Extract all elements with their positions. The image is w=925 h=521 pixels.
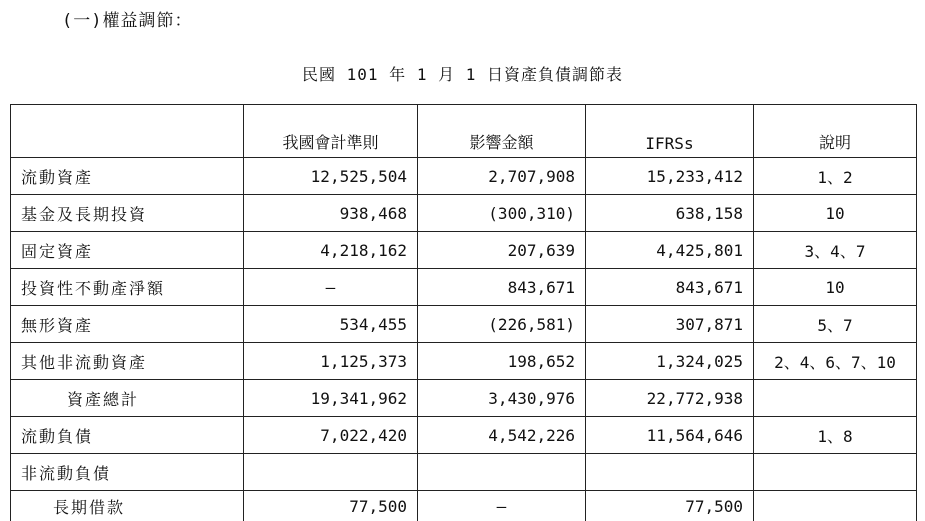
effect-value: (226,581) — [418, 306, 586, 343]
local-gaap-value: 77,500 — [244, 491, 418, 521]
ifrs-value: 1,324,025 — [586, 343, 754, 380]
row-label: 流動負債 — [11, 417, 244, 454]
header-note: 說明 — [754, 105, 917, 158]
row-label: 其他非流動資產 — [11, 343, 244, 380]
note-value: 3、4、7 — [754, 232, 917, 269]
table-header-row — [11, 105, 917, 158]
effect-value: 207,639 — [418, 232, 586, 269]
header-label — [11, 105, 244, 158]
effect-value: 3,430,976 — [418, 380, 586, 417]
effect-value — [418, 454, 586, 491]
table-row — [11, 380, 917, 417]
row-label: 非流動負債 — [11, 454, 244, 491]
local-gaap-value: 7,022,420 — [244, 417, 418, 454]
note-value: 1、8 — [754, 417, 917, 454]
effect-value: 843,671 — [418, 269, 586, 306]
table-row — [11, 417, 917, 454]
ifrs-value — [586, 454, 754, 491]
note-value — [754, 454, 917, 491]
ifrs-value: 307,871 — [586, 306, 754, 343]
effect-value: (300,310) — [418, 195, 586, 232]
header-effect: 影響金額 — [418, 105, 586, 158]
ifrs-value: 843,671 — [586, 269, 754, 306]
effect-value: 2,707,908 — [418, 158, 586, 195]
ifrs-value: 22,772,938 — [586, 380, 754, 417]
header-ifrs: IFRSs — [586, 105, 754, 158]
table-row — [11, 158, 917, 195]
local-gaap-value: 19,341,962 — [244, 380, 418, 417]
note-value — [754, 380, 917, 417]
reconciliation-table — [10, 104, 917, 521]
local-gaap-value: — — [244, 269, 418, 306]
local-gaap-value: 534,455 — [244, 306, 418, 343]
row-label: 基金及長期投資 — [11, 195, 244, 232]
header-local-gaap: 我國會計準則 — [244, 105, 418, 158]
row-label: 投資性不動產淨額 — [11, 269, 244, 306]
note-value: 10 — [754, 269, 917, 306]
section-heading: (一)權益調節： — [62, 6, 192, 31]
effect-value: 4,542,226 — [418, 417, 586, 454]
row-label: 固定資產 — [11, 232, 244, 269]
local-gaap-value — [244, 454, 418, 491]
note-value: 10 — [754, 195, 917, 232]
ifrs-value: 15,233,412 — [586, 158, 754, 195]
note-value: 5、7 — [754, 306, 917, 343]
local-gaap-value: 4,218,162 — [244, 232, 418, 269]
table-row — [11, 491, 917, 521]
table-row — [11, 306, 917, 343]
ifrs-value: 11,564,646 — [586, 417, 754, 454]
note-value — [754, 491, 917, 521]
row-label: 長期借款 — [11, 491, 244, 521]
local-gaap-value: 1,125,373 — [244, 343, 418, 380]
table-title: 民國 101 年 1 月 1 日資產負債調節表 — [0, 62, 925, 85]
ifrs-value: 638,158 — [586, 195, 754, 232]
effect-value: 198,652 — [418, 343, 586, 380]
table-row — [11, 343, 917, 380]
local-gaap-value: 938,468 — [244, 195, 418, 232]
row-label: 流動資產 — [11, 158, 244, 195]
table-row — [11, 232, 917, 269]
ifrs-value: 77,500 — [586, 491, 754, 521]
row-label: 無形資產 — [11, 306, 244, 343]
table-row — [11, 269, 917, 306]
table-row — [11, 195, 917, 232]
note-value: 2、4、6、7、10 — [754, 343, 917, 380]
note-value: 1、2 — [754, 158, 917, 195]
row-label: 資產總計 — [11, 380, 244, 417]
local-gaap-value: 12,525,504 — [244, 158, 418, 195]
effect-value: — — [418, 491, 586, 521]
table-row — [11, 454, 917, 491]
ifrs-value: 4,425,801 — [586, 232, 754, 269]
